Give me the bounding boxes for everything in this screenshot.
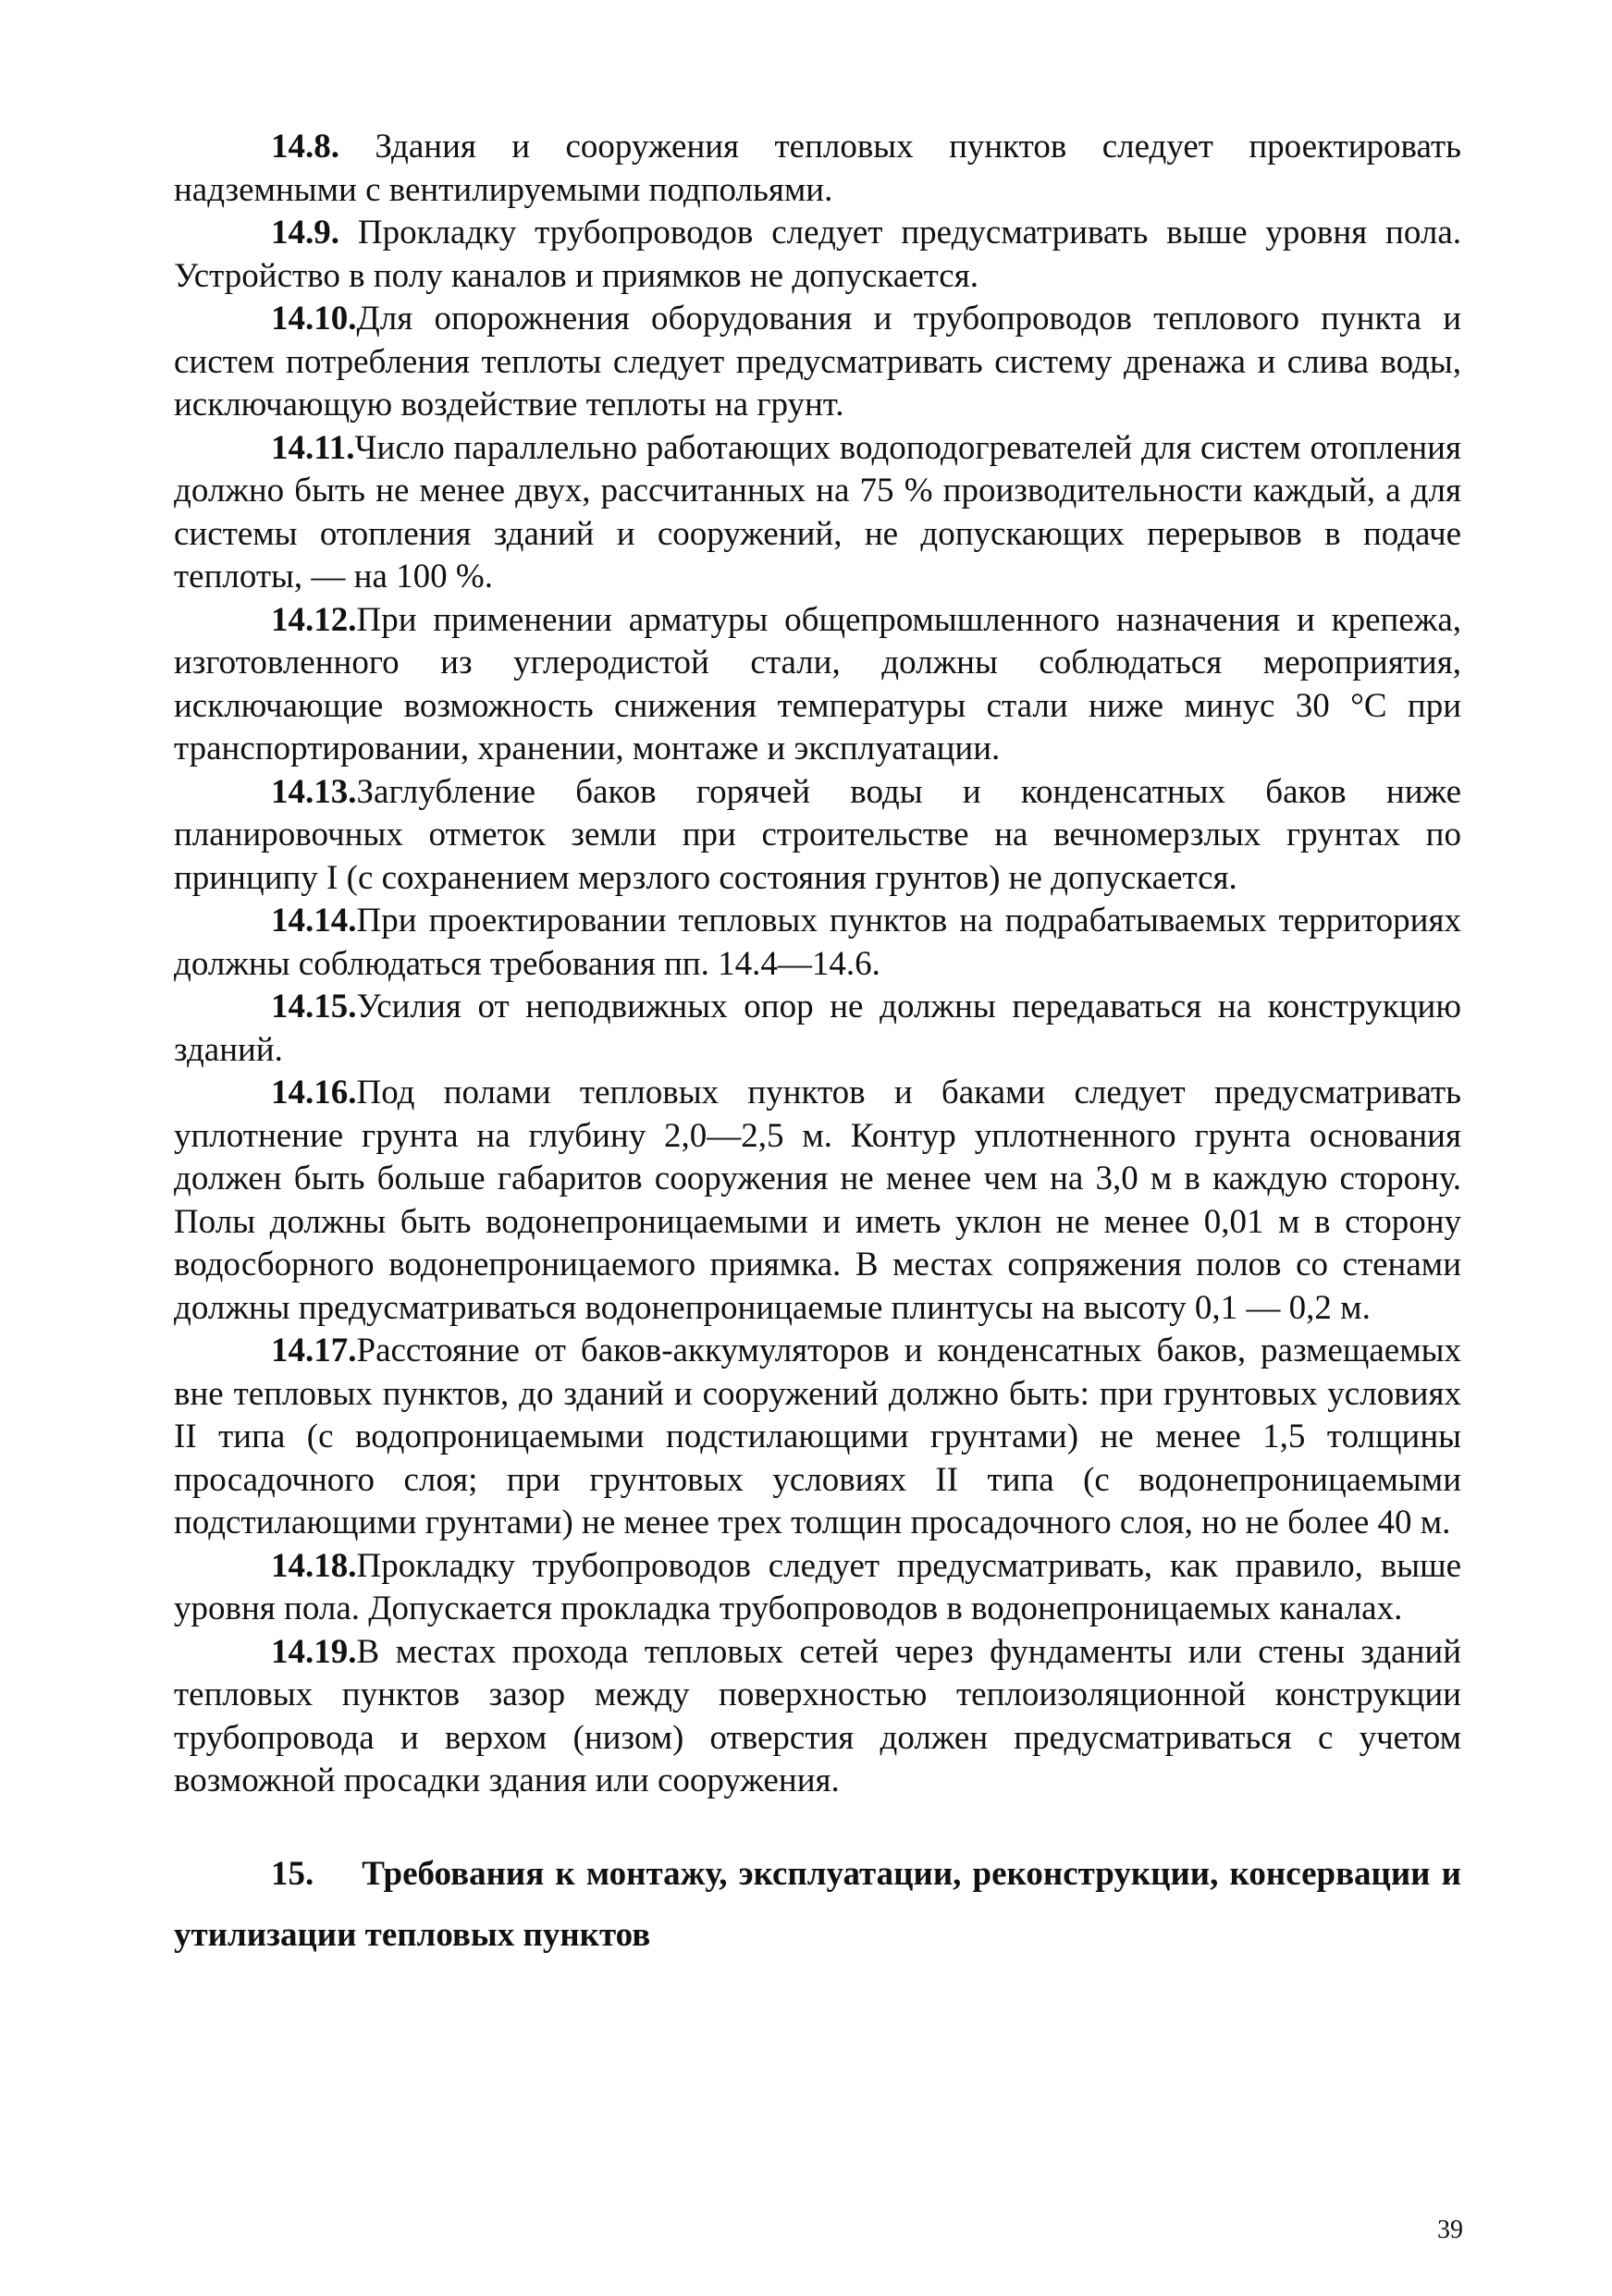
clause-number: 14.8. <box>271 128 339 166</box>
clause-text: В местах прохода тепловых сетей через фундаменты или стены зданий тепловых пунктов зазор между поверхностью теплоизоляционной конструкции трубопровода и верхом (низом) отверстия должен предусматриваться с учетом возможной просадки здания или сооружения. <box>174 1632 1461 1799</box>
clause-paragraph <box>174 1330 1461 1545</box>
clause-number: 14.18. <box>271 1546 357 1585</box>
clause-paragraph <box>174 986 1461 1072</box>
clause-paragraph <box>174 427 1461 599</box>
clause-text: При применении арматуры общепромышленного назначения и крепежа, изготовленного из углеродистой стали, должны соблюдаться мероприятия, исключающие возможность снижения температуры стали ниже минус 30 °С при транспортировании, хранении, монтаже и эксплуатации. <box>174 600 1461 767</box>
clause-text: Прокладку трубопроводов следует предусматривать, как правило, выше уровня пола. Допускается прокладка трубопроводов в водонепроницаемых каналах. <box>174 1546 1461 1627</box>
clause-paragraph <box>174 126 1461 212</box>
clause-number: 14.19. <box>271 1632 357 1671</box>
section-number: 15. <box>271 1854 314 1893</box>
clause-number: 14.10. <box>271 300 357 338</box>
clause-text: Заглубление баков горячей воды и конденсатных баков ниже планировочных отметок земли при строительстве на вечномерзлых грунтах по принципу I (с сохранением мерзлого состояния грунтов) не допускается. <box>174 772 1461 897</box>
clause-number: 14.15. <box>271 988 357 1025</box>
page-number: 39 <box>1437 2216 1463 2244</box>
clause-number: 14.14. <box>271 902 357 939</box>
section-heading <box>174 1844 1461 1966</box>
clause-text: Под полами тепловых пунктов и баками следует предусматривать уплотнение грунта на глубину 2,0—2,5 м. Контур уплотненного грунта основания должен быть больше габаритов сооружения не менее чем на 3,0 м в каждую сторону. Полы должны быть водонепроницаемыми и иметь уклон не менее 0,01 м в сторону водосборного водонепроницаемого приямка. В местах сопряжения полов со стенами должны предусматриваться водонепроницаемые плинтусы на высоту 0,1 — 0,2 м. <box>174 1074 1461 1327</box>
clause-paragraph <box>174 1545 1461 1631</box>
paragraph-list <box>174 126 1461 1803</box>
clause-text: Расстояние от баков-аккумуляторов и конденсатных баков, размещаемых вне тепловых пунктов, до зданий и сооружений должно быть: при грунтовых условиях II типа (с водопроницаемыми подстилающими грунтами) не менее 1,5 толщины просадочного слоя; при грунтовых условиях II типа (с водонепроницаемыми подстилающими грунтами) не менее трех толщин просадочного слоя, но не более 40 м. <box>174 1332 1461 1541</box>
clause-number: 14.16. <box>271 1074 357 1111</box>
section-title: Требования к монтажу, эксплуатации, реконструкции, консервации и утилизации тепловых пунктов <box>174 1854 1461 1954</box>
clause-paragraph <box>174 599 1461 771</box>
clause-number: 14.13. <box>271 772 357 811</box>
clause-text: При проектировании тепловых пунктов на подрабатываемых территориях должны соблюдаться требования пп. 14.4—14.6. <box>174 902 1461 983</box>
clause-number: 14.9. <box>271 214 339 252</box>
clause-paragraph <box>174 298 1461 427</box>
clause-number: 14.11. <box>271 428 355 467</box>
clause-text: Здания и сооружения тепловых пунктов следует проектировать надземными с вентилируемыми подпольями. <box>174 128 1461 209</box>
clause-text: Прокладку трубопроводов следует предусматривать выше уровня пола. Устройство в полу каналов и приямков не допускается. <box>174 214 1461 295</box>
clause-text: Число параллельно работающих водоподогревателей для систем отопления должно быть не менее двух, рассчитанных на 75 % производительности каждый, а для системы отопления зданий и сооружений, не допускающих перерывов в подаче теплоты, — на 100 %. <box>174 428 1461 595</box>
clause-number: 14.12. <box>271 600 357 639</box>
clause-paragraph <box>174 212 1461 298</box>
clause-number: 14.17. <box>271 1332 357 1369</box>
document-page <box>174 126 1461 1966</box>
clause-paragraph <box>174 900 1461 986</box>
clause-paragraph <box>174 1072 1461 1330</box>
clause-paragraph <box>174 1631 1461 1803</box>
clause-text: Для опорожнения оборудования и трубопроводов теплового пункта и систем потребления теплоты следует предусматривать систему дренажа и слива воды, исключающую воздействие теплоты на грунт. <box>174 300 1461 424</box>
clause-text: Усилия от неподвижных опор не должны передаваться на конструкцию зданий. <box>174 988 1461 1069</box>
clause-paragraph <box>174 771 1461 901</box>
